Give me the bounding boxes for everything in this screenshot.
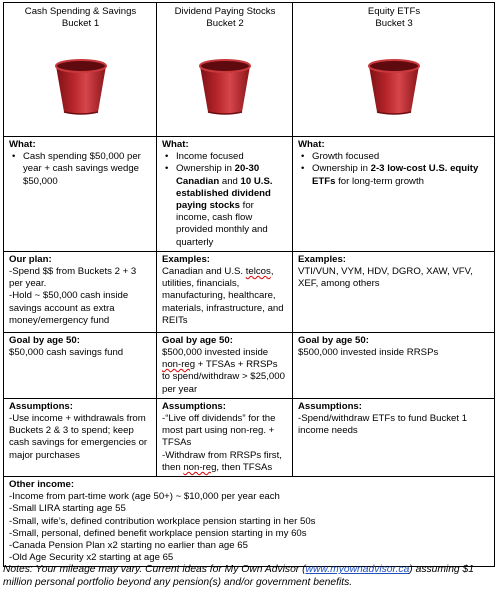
what-bullet: • Ownership in 20-30 Canadian and 10 U.S. established dividend paying stocks for income, cash flow provided monthly and quarterly <box>176 163 288 248</box>
what-label: What: <box>298 139 325 150</box>
assumptions-label: Assumptions: <box>298 400 362 412</box>
other-income-line: -Small, wife’s, defined contribution workplace pension starting in her 50s <box>9 515 316 527</box>
notes-text-tail: ) assuming $1 million personal portfolio beyond any pension(s) and/or government benefits. <box>3 564 474 588</box>
other-income-line: -Income from part-time work (age 50+) ~ $10,000 per year each <box>9 491 280 503</box>
advisor-website-link[interactable]: www.myownadvisor.ca <box>305 564 410 575</box>
goal-text: $500,000 invested inside RRSPs <box>298 347 439 359</box>
examples-text: VTI/VUN, VYM, HDV, DGRO, XAW, VFV, XEF, among others <box>298 266 473 290</box>
what-bullet: • Growth focused <box>312 151 490 163</box>
other-income-line: -Old Age Security x2 starting at age 65 <box>9 552 174 564</box>
assumptions-text: -Use income + withdrawals from Buckets 2 & 3 to spend; keep cash savings for emergencies or major purchases <box>9 413 148 461</box>
other-income-label: Other income: <box>9 479 75 491</box>
plan-line: -Spend $$ from Buckets 2 + 3 per year. <box>9 266 137 290</box>
what-cell-bucket-1 <box>4 137 157 252</box>
other-income-line: -Canada Pension Plan x2 starting no earlier than age 65 <box>9 540 248 552</box>
goal-text: $500,000 invested inside non-reg + TFSAs + RRSPs to spend/withdraw > $25,000 per year <box>162 347 285 395</box>
goal-text: $50,000 cash savings fund <box>9 347 124 359</box>
header-bucket-2-subtitle: Bucket 2 <box>206 18 244 29</box>
other-income-line: -Small, personal, defined benefit workplace pension starting in my 60s <box>9 527 307 539</box>
header-bucket-1-subtitle: Bucket 1 <box>61 18 100 29</box>
header-bucket-3-subtitle: Bucket 3 <box>375 18 413 29</box>
assumptions-cell-bucket-2 <box>157 398 293 476</box>
bucket-plan-table <box>3 2 494 567</box>
header-bucket-2-title: Dividend Paying Stocks <box>174 6 276 17</box>
notes-footer <box>3 563 495 589</box>
header-bucket-3 <box>293 3 495 137</box>
plan-label: Our plan: <box>9 253 52 265</box>
what-label: What: <box>162 139 189 150</box>
goal-label: Goal by age 50: <box>9 334 80 346</box>
header-bucket-3-title: Equity ETFs <box>367 6 421 17</box>
assumptions-label: Assumptions: <box>162 400 226 412</box>
assumptions-text: -Spend/withdraw ETFs to fund Bucket 1 income needs <box>298 413 468 437</box>
header-bucket-2 <box>157 3 293 137</box>
examples-cell-bucket-2 <box>157 251 293 332</box>
goal-cell-bucket-3 <box>293 332 495 398</box>
assumptions-cell-bucket-3 <box>293 398 495 476</box>
what-label: What: <box>9 139 36 150</box>
assumptions-cell-bucket-1 <box>4 398 157 476</box>
what-cell-bucket-3 <box>293 137 495 252</box>
what-bullet: • Cash spending $50,000 per year + cash savings wedge $50,000 <box>23 151 152 188</box>
notes-text: Notes: Your mileage may vary. Current ideas for My Own Advisor ( <box>3 564 306 575</box>
what-bullet: • Income focused <box>176 151 288 163</box>
assumptions-text: -Withdraw from RRSPs first, then non-reg, then TFSAs <box>162 449 282 473</box>
examples-label: Examples: <box>162 253 210 265</box>
assumptions-text: -“Live off dividends” for the most part using non-reg. + TFSAs <box>162 413 276 449</box>
examples-label: Examples: <box>298 253 346 265</box>
red-bucket-icon <box>365 56 423 116</box>
goal-cell-bucket-1 <box>4 332 157 398</box>
header-bucket-1 <box>4 3 157 137</box>
other-income-cell <box>4 477 495 567</box>
red-bucket-icon <box>196 56 254 116</box>
goal-label: Goal by age 50: <box>298 334 369 346</box>
what-bullet: • Ownership in 2-3 low-cost U.S. equity ETFs for long-term growth <box>312 163 490 187</box>
goal-label: Goal by age 50: <box>162 334 233 346</box>
examples-text: Canadian and U.S. telcos, utilities, financials, manufacturing, healthcare, materials, infrastructure, and REITs <box>162 266 284 326</box>
assumptions-label: Assumptions: <box>9 400 73 412</box>
other-income-line: -Small LIRA starting age 55 <box>9 503 126 515</box>
plan-cell-bucket-1 <box>4 251 157 332</box>
goal-cell-bucket-2 <box>157 332 293 398</box>
header-bucket-1-title: Cash Spending & Savings <box>24 6 137 17</box>
red-bucket-icon <box>52 56 110 116</box>
plan-line: -Hold ~ $50,000 cash inside savings account as extra money/emergency fund <box>9 290 129 326</box>
examples-cell-bucket-3 <box>293 251 495 332</box>
what-cell-bucket-2 <box>157 137 293 252</box>
